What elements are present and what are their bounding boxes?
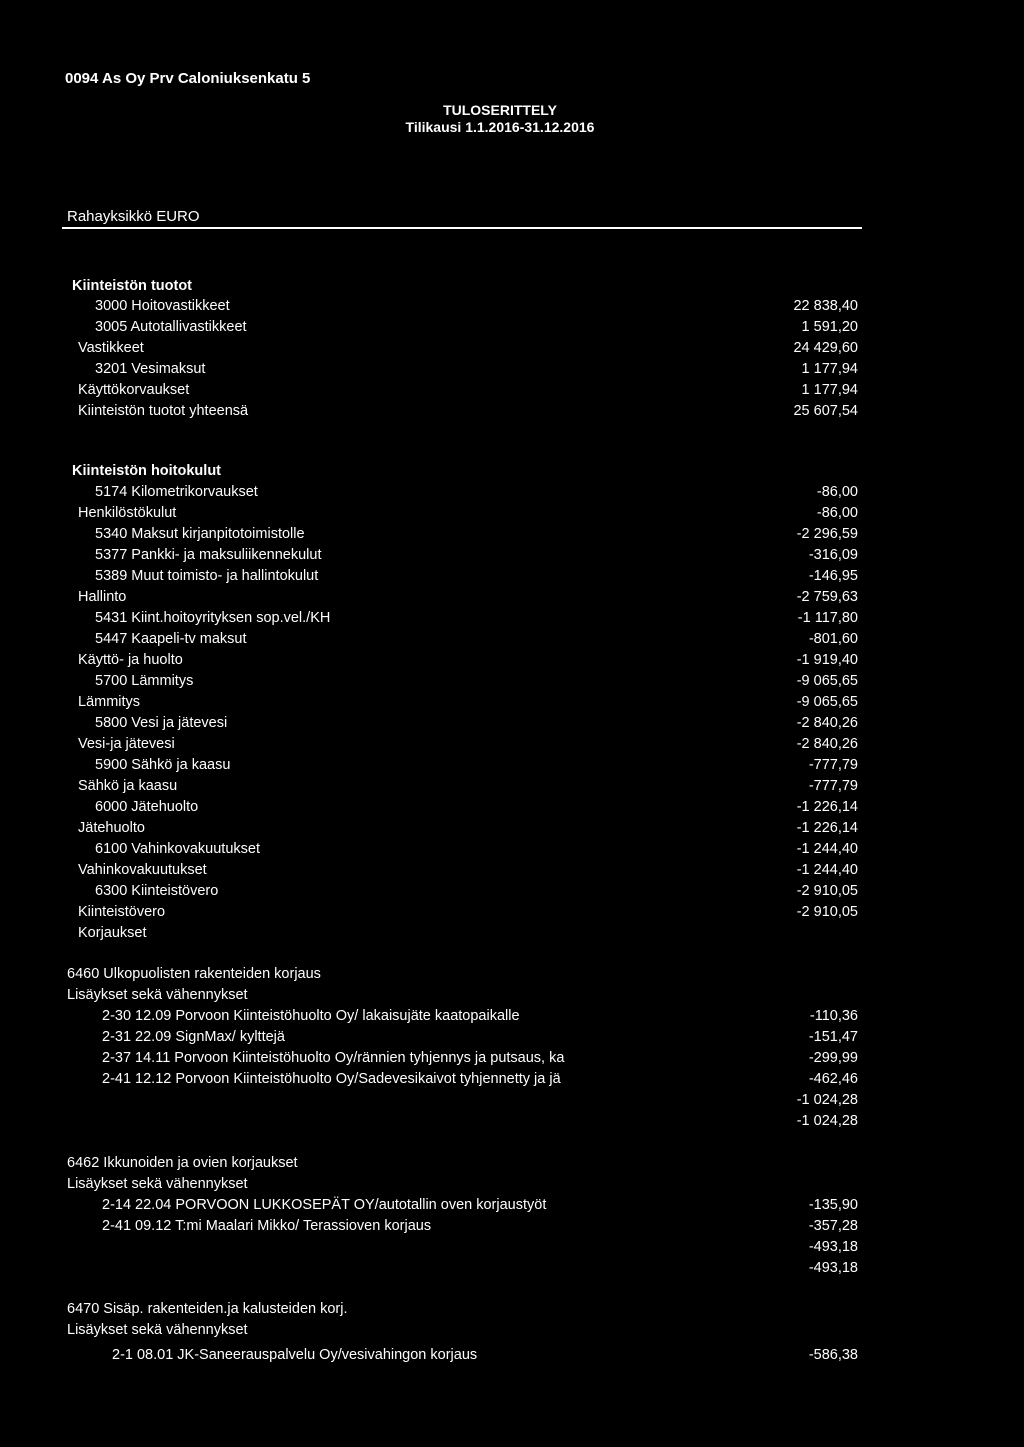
row-amount: -151,47 bbox=[808, 1029, 858, 1045]
row-amount: -1 919,40 bbox=[796, 652, 858, 668]
row-label: Kiinteistön hoitokulut bbox=[72, 463, 222, 479]
ledger-row bbox=[0, 319, 1024, 340]
ledger-row bbox=[0, 1218, 1024, 1239]
row-amount: -2 840,26 bbox=[796, 736, 858, 752]
row-label: 5377 Pankki- ja maksuliikennekulut bbox=[95, 547, 322, 563]
ledger-row bbox=[0, 673, 1024, 694]
row-amount: -777,79 bbox=[808, 757, 858, 773]
ledger-row bbox=[0, 862, 1024, 883]
row-label: 6300 Kiinteistövero bbox=[95, 883, 219, 899]
row-label: 6460 Ulkopuolisten rakenteiden korjaus bbox=[67, 966, 321, 982]
ledger-row bbox=[0, 1239, 1024, 1260]
row-label: Henkilöstökulut bbox=[78, 505, 177, 521]
row-label: Korjaukset bbox=[78, 925, 147, 941]
row-label: 2-31 22.09 SignMax/ kylttejä bbox=[102, 1029, 285, 1045]
row-amount: -586,38 bbox=[808, 1347, 858, 1363]
row-label: 2-1 08.01 JK-Saneerauspalvelu Oy/vesivahingon korjaus bbox=[112, 1347, 478, 1363]
row-label: 5700 Lämmitys bbox=[95, 673, 194, 689]
row-label: 6000 Jätehuolto bbox=[95, 799, 199, 815]
row-amount: -146,95 bbox=[808, 568, 858, 584]
ledger-row bbox=[0, 1155, 1024, 1176]
row-label: Vesi-ja jätevesi bbox=[78, 736, 175, 752]
ledger-row bbox=[0, 382, 1024, 403]
ledger-row bbox=[0, 966, 1024, 987]
row-amount: -135,90 bbox=[808, 1197, 858, 1213]
row-amount: -1 117,80 bbox=[797, 610, 858, 626]
row-amount: -493,18 bbox=[808, 1239, 858, 1255]
row-label: Lämmitys bbox=[78, 694, 141, 710]
row-label: 6470 Sisäp. rakenteiden.ja kalusteiden korj. bbox=[67, 1301, 348, 1317]
row-amount: 22 838,40 bbox=[793, 298, 858, 314]
row-amount: -1 226,14 bbox=[796, 820, 858, 836]
row-amount: -299,99 bbox=[808, 1050, 858, 1066]
row-amount: -1 024,28 bbox=[796, 1113, 858, 1129]
ledger-row bbox=[0, 526, 1024, 547]
row-label: 5340 Maksut kirjanpitotoimistolle bbox=[95, 526, 305, 542]
row-amount: -110,36 bbox=[809, 1008, 858, 1024]
row-amount: -2 296,59 bbox=[796, 526, 858, 542]
report-title: TULOSERITTELY bbox=[443, 102, 557, 118]
row-label: Käyttökorvaukset bbox=[78, 382, 190, 398]
row-amount: -462,46 bbox=[808, 1071, 858, 1087]
ledger-row bbox=[0, 904, 1024, 925]
row-label: Kiinteistövero bbox=[78, 904, 166, 920]
row-label: Kiinteistön tuotot yhteensä bbox=[78, 403, 249, 419]
ledger-row bbox=[0, 715, 1024, 736]
ledger-row bbox=[0, 820, 1024, 841]
row-amount: -1 226,14 bbox=[796, 799, 858, 815]
row-amount: 1 591,20 bbox=[801, 319, 858, 335]
row-label: 2-41 09.12 T:mi Maalari Mikko/ Terassioven korjaus bbox=[102, 1218, 432, 1234]
row-amount: -2 910,05 bbox=[796, 883, 858, 899]
row-amount: -1 024,28 bbox=[796, 1092, 858, 1108]
ledger-row bbox=[0, 1197, 1024, 1218]
row-label: 6100 Vahinkovakuutukset bbox=[95, 841, 260, 857]
ledger-row bbox=[0, 694, 1024, 715]
row-label: Jätehuolto bbox=[78, 820, 145, 836]
row-label: 3005 Autotallivastikkeet bbox=[95, 319, 247, 335]
row-label: 5800 Vesi ja jätevesi bbox=[95, 715, 228, 731]
row-amount: -777,79 bbox=[808, 778, 858, 794]
ledger-row bbox=[0, 610, 1024, 631]
row-amount: -86,00 bbox=[816, 505, 858, 521]
ledger-row bbox=[0, 1008, 1024, 1029]
row-label: 5900 Sähkö ja kaasu bbox=[95, 757, 231, 773]
row-label: Sähkö ja kaasu bbox=[78, 778, 178, 794]
row-label: Kiinteistön tuotot bbox=[72, 278, 193, 294]
row-label: 2-14 22.04 PORVOON LUKKOSEPÄT OY/autotallin oven korjaustyöt bbox=[102, 1197, 547, 1213]
row-amount: -2 910,05 bbox=[796, 904, 858, 920]
row-amount: -316,09 bbox=[808, 547, 858, 563]
header-divider bbox=[62, 227, 862, 229]
ledger-row bbox=[0, 925, 1024, 946]
ledger-row bbox=[0, 403, 1024, 424]
row-label: 5174 Kilometrikorvaukset bbox=[95, 484, 258, 500]
organization-name: 0094 As Oy Prv Caloniuksenkatu 5 bbox=[65, 70, 311, 87]
row-label: 2-30 12.09 Porvoon Kiinteistöhuolto Oy/ lakaisujäte kaatopaikalle bbox=[102, 1008, 520, 1024]
report-title-block bbox=[0, 102, 1000, 136]
ledger-row bbox=[0, 841, 1024, 862]
ledger-row bbox=[0, 1260, 1024, 1281]
ledger-row bbox=[0, 1301, 1024, 1322]
ledger-row bbox=[0, 799, 1024, 820]
row-amount: 1 177,94 bbox=[801, 382, 858, 398]
row-label: 3201 Vesimaksut bbox=[95, 361, 206, 377]
row-amount: -2 759,63 bbox=[796, 589, 858, 605]
ledger-row bbox=[0, 547, 1024, 568]
ledger-row bbox=[0, 1347, 1024, 1368]
ledger-row bbox=[0, 1322, 1024, 1343]
row-amount: -493,18 bbox=[808, 1260, 858, 1276]
ledger-row bbox=[0, 757, 1024, 778]
row-label: 5447 Kaapeli-tv maksut bbox=[95, 631, 247, 647]
ledger-row bbox=[0, 1113, 1024, 1134]
row-label: Lisäykset sekä vähennykset bbox=[67, 987, 248, 1003]
row-label: Vahinkovakuutukset bbox=[78, 862, 207, 878]
ledger-row bbox=[0, 1176, 1024, 1197]
ledger-row bbox=[0, 568, 1024, 589]
ledger-row bbox=[0, 1050, 1024, 1071]
row-amount: 1 177,94 bbox=[801, 361, 858, 377]
row-amount: -9 065,65 bbox=[796, 694, 858, 710]
row-amount: -2 840,26 bbox=[796, 715, 858, 731]
row-label: Vastikkeet bbox=[78, 340, 144, 356]
row-amount: -1 244,40 bbox=[796, 841, 858, 857]
ledger-row bbox=[0, 484, 1024, 505]
row-label: 6462 Ikkunoiden ja ovien korjaukset bbox=[67, 1155, 298, 1171]
ledger-row bbox=[0, 1071, 1024, 1092]
ledger-row bbox=[0, 778, 1024, 799]
ledger-row bbox=[0, 361, 1024, 382]
row-amount: -1 244,40 bbox=[796, 862, 858, 878]
ledger-row bbox=[0, 883, 1024, 904]
ledger-row bbox=[0, 652, 1024, 673]
ledger-row bbox=[0, 1092, 1024, 1113]
ledger-row bbox=[0, 505, 1024, 526]
ledger-row bbox=[0, 631, 1024, 652]
row-label: Käyttö- ja huolto bbox=[78, 652, 183, 668]
row-label: Hallinto bbox=[78, 589, 127, 605]
ledger-row bbox=[0, 589, 1024, 610]
row-amount: 24 429,60 bbox=[793, 340, 858, 356]
ledger-row bbox=[0, 340, 1024, 361]
report-period: Tilikausi 1.1.2016-31.12.2016 bbox=[405, 119, 595, 135]
ledger-row bbox=[0, 736, 1024, 757]
currency-label: Rahayksikkö EURO bbox=[67, 208, 200, 225]
row-amount: -9 065,65 bbox=[796, 673, 858, 689]
row-amount: -801,60 bbox=[808, 631, 858, 647]
section-header-row bbox=[0, 463, 1024, 484]
ledger-row bbox=[0, 1029, 1024, 1050]
row-label: Lisäykset sekä vähennykset bbox=[67, 1176, 248, 1192]
row-amount: 25 607,54 bbox=[793, 403, 858, 419]
row-label: 2-37 14.11 Porvoon Kiinteistöhuolto Oy/rännien tyhjennys ja putsaus, ka bbox=[102, 1050, 565, 1066]
row-amount: -86,00 bbox=[816, 484, 858, 500]
ledger-row bbox=[0, 298, 1024, 319]
row-label: 5389 Muut toimisto- ja hallintokulut bbox=[95, 568, 319, 584]
section-header-row bbox=[0, 278, 1024, 299]
row-amount: -357,28 bbox=[808, 1218, 858, 1234]
row-label: Lisäykset sekä vähennykset bbox=[67, 1322, 248, 1338]
row-label: 3000 Hoitovastikkeet bbox=[95, 298, 230, 314]
row-label: 5431 Kiint.hoitoyrityksen sop.vel./KH bbox=[95, 610, 331, 626]
row-label: 2-41 12.12 Porvoon Kiinteistöhuolto Oy/Sadevesikaivot tyhjennetty ja jä bbox=[102, 1071, 561, 1087]
ledger-row bbox=[0, 987, 1024, 1008]
